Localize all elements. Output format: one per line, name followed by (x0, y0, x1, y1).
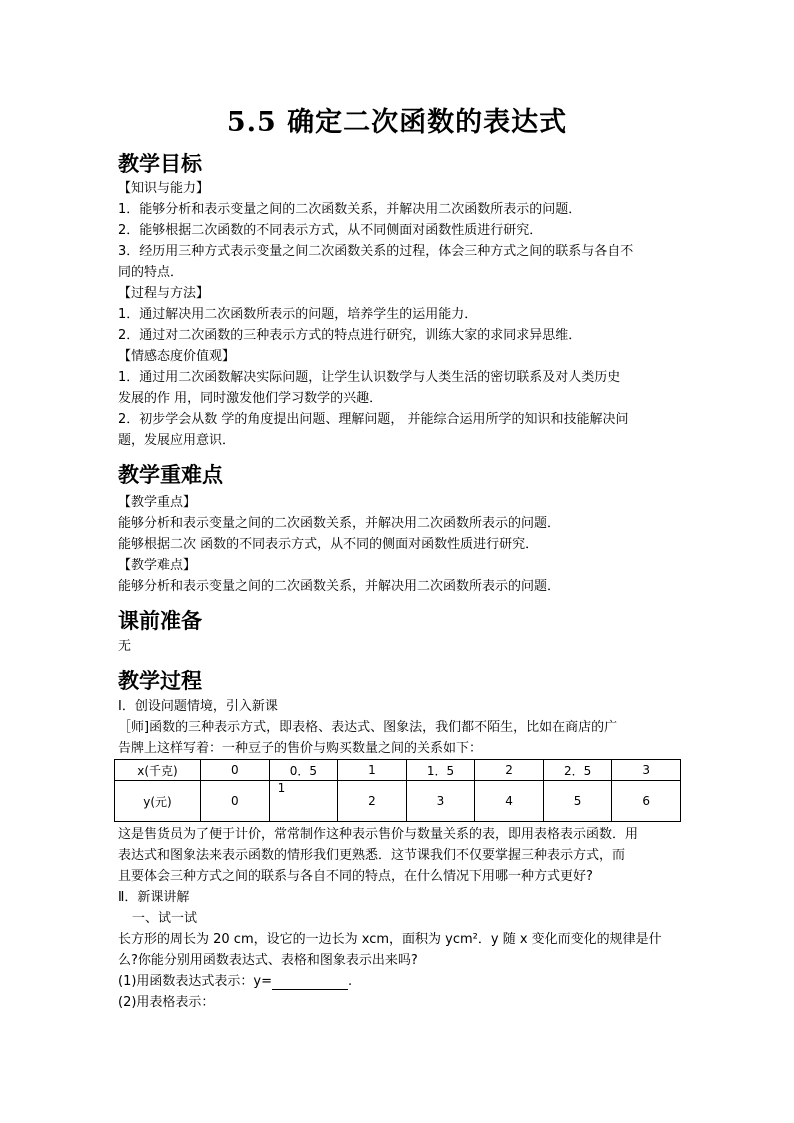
page-title: 5.5 确定二次函数的表达式 (226, 107, 568, 138)
goal-k3-line1: 3．经历用三种方式表示变量之间二次函数关系的过程，体会三种方式之间的联系与各自不 (118, 244, 634, 259)
price-table (114, 759, 681, 822)
table-cell: 3 (406, 781, 475, 822)
goal-e2-line1: 2．初步学会从数 学的角度提出问题、理解问题， 并能综合运用所学的知识和技能解决问 (118, 412, 629, 427)
process-method-heading: 【过程与方法】 (118, 286, 210, 301)
step-1-heading: Ⅰ．创设问题情境，引入新课 (118, 699, 278, 714)
table-header-cell: 0．5 (269, 760, 338, 781)
table-header-cell: 2．5 (543, 760, 612, 781)
table-cell: 1 (269, 781, 338, 822)
after-table-line2: 表达式和图象法来表示函数的情形我们更熟悉．这节课我们不仅要掌握三种表示方式，而 (118, 848, 626, 863)
heading-preparation: 课前准备 (118, 608, 202, 633)
table-header-cell: 3 (612, 760, 681, 781)
intro-line2: 告牌上这样写着：一种豆子的售价与购买数量之间的关系如下： (118, 741, 483, 756)
after-table-line3: 且要体会三种方式之间的联系与各自不同的特点，在什么情况下用哪一种方式更好? (118, 869, 593, 884)
table-header-cell: 1 (338, 760, 407, 781)
question-line1: 长方形的周长为 20 cm，设它的一边长为 xcm，面积为 ycm²．y 随 x 变化而变化的规律是什 (118, 932, 662, 947)
goal-e1-line2: 发展的作 用，同时激发他们学习数学的兴趣． (118, 391, 383, 406)
emotion-heading: 【情感态度价值观】 (118, 349, 236, 364)
table-header-cell: 0 (201, 760, 270, 781)
goal-e1-line1: 1．通过用二次函数解决实际问题，让学生认识数学与人类生活的密切联系及对人类历史 (118, 370, 621, 385)
key-point-1: 能够分析和表示变量之间的二次函数关系，并解决用二次函数所表示的问题． (118, 516, 561, 531)
difficulty-1: 能够分析和表示变量之间的二次函数关系，并解决用二次函数所表示的问题． (118, 579, 561, 594)
answer-blank[interactable] (272, 976, 348, 990)
goal-p2: 2．通过对二次函数的三种表示方式的特点进行研究，训练大家的求同求异思维． (118, 328, 582, 343)
goal-k2: 2．能够根据二次函数的不同表示方式，从不同侧面对函数性质进行研究． (118, 223, 543, 238)
heading-goals: 教学目标 (118, 151, 202, 176)
table-cell: 2 (338, 781, 407, 822)
after-table-line1: 这是售货员为了便于计价，常常制作这种表示售价与数量关系的表，即用表格表示函数．用 (118, 827, 639, 842)
table-header-cell: x(千克) (115, 760, 201, 781)
goal-e2-line2: 题，发展应用意识． (118, 433, 236, 448)
table-header-cell: 1．5 (406, 760, 475, 781)
heading-key-points: 教学重难点 (118, 462, 223, 487)
key-point-heading: 【教学重点】 (118, 495, 197, 510)
question-2: (2)用表格表示： (118, 995, 215, 1010)
difficulty-heading: 【教学难点】 (118, 558, 197, 573)
table-cell: 6 (612, 781, 681, 822)
goal-k1: 1．能够分析和表示变量之间的二次函数关系，并解决用二次函数所表示的问题． (118, 202, 582, 217)
table-cell: 5 (543, 781, 612, 822)
preparation-text: 无 (118, 639, 132, 654)
question-1-end: . (348, 974, 353, 989)
table-cell: 0 (201, 781, 270, 822)
question-1 (118, 973, 352, 990)
heading-process: 教学过程 (118, 668, 202, 693)
knowledge-heading: 【知识与能力】 (118, 181, 210, 196)
goal-p1: 1．通过解决用二次函数所表示的问题，培养学生的运用能力． (118, 307, 478, 322)
table-cell: 4 (475, 781, 544, 822)
table-row (115, 760, 681, 781)
intro-line1: ［师]函数的三种表示方式，即表格、表达式、图象法，我们都不陌生，比如在商店的广 (118, 720, 618, 735)
step-2-heading: Ⅱ．新课讲解 (118, 890, 190, 905)
table-header-cell: 2 (475, 760, 544, 781)
question-1-text: (1)用函数表达式表示：y= (118, 974, 273, 989)
goal-k3-line2: 同的特点． (118, 265, 184, 280)
key-point-2: 能够根据二次 函数的不同表示方式，从不同的侧面对函数性质进行研究． (118, 537, 539, 552)
sub-step-heading: 一、试一试 (132, 911, 198, 926)
table-cell: y(元) (115, 781, 201, 822)
table-row (115, 781, 681, 822)
question-line2: 么?你能分别用函数表达式、表格和图象表示出来吗? (118, 953, 418, 968)
